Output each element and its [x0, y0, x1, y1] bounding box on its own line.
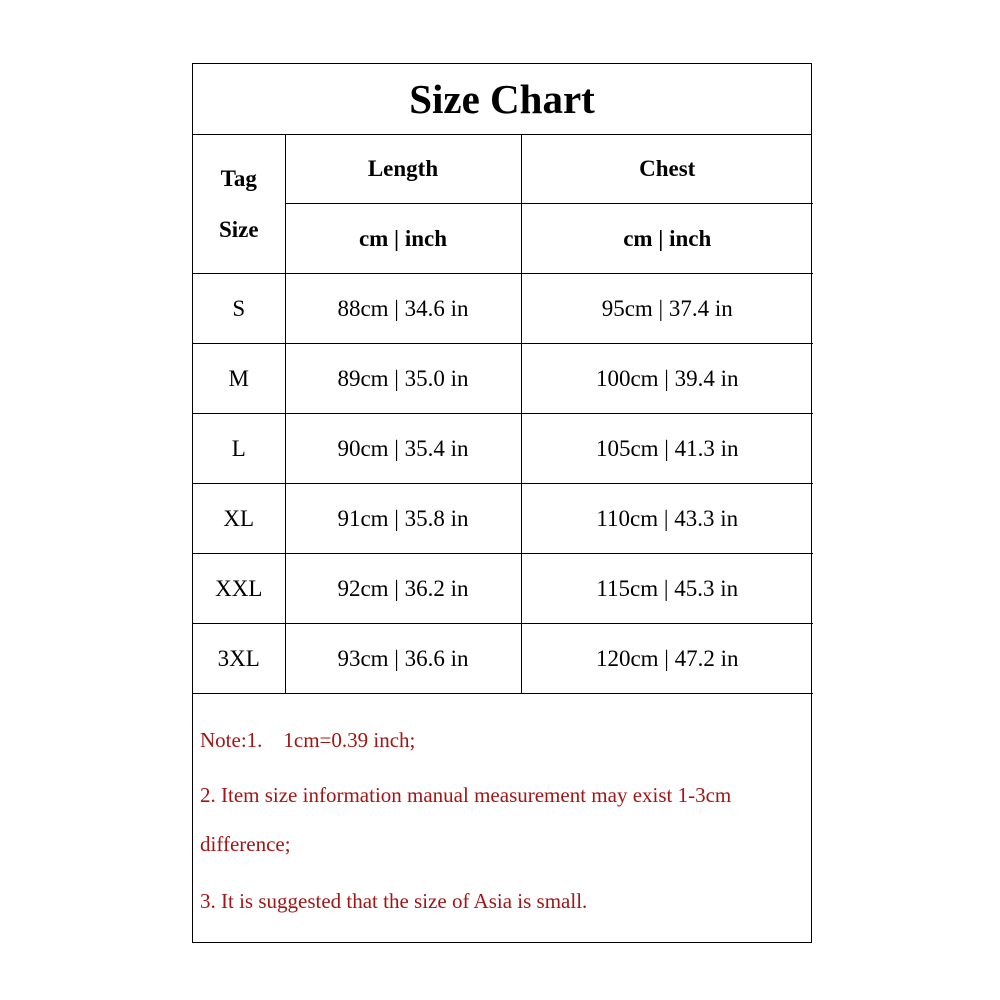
tag-header-line2: Size — [218, 216, 259, 242]
table-row — [193, 554, 813, 624]
length-cell: 88cm | 34.6 in — [285, 274, 521, 344]
chest-cell: 115cm | 45.3 in — [521, 554, 813, 624]
length-cell: 89cm | 35.0 in — [285, 344, 521, 414]
length-cell: 93cm | 36.6 in — [285, 624, 521, 694]
note-line-2: 2. Item size information manual measurement may exist 1-3cm — [200, 783, 732, 807]
chest-unit-header: cm | inch — [521, 204, 813, 274]
table-row — [193, 624, 813, 694]
chest-cell: 105cm | 41.3 in — [521, 414, 813, 484]
length-header: Length — [285, 134, 521, 204]
size-table — [193, 134, 813, 694]
chest-header: Chest — [521, 134, 813, 204]
length-cell: 90cm | 35.4 in — [285, 414, 521, 484]
chest-cell: 95cm | 37.4 in — [521, 274, 813, 344]
length-cell: 92cm | 36.2 in — [285, 554, 521, 624]
size-cell: S — [193, 274, 285, 344]
size-cell: L — [193, 414, 285, 484]
length-unit-header: cm | inch — [285, 204, 521, 274]
size-cell: XXL — [193, 554, 285, 624]
tag-header-line1: Tag — [220, 165, 257, 191]
table-row — [193, 274, 813, 344]
chest-cell: 100cm | 39.4 in — [521, 344, 813, 414]
chest-cell: 110cm | 43.3 in — [521, 484, 813, 554]
tag-size-header — [193, 134, 285, 274]
chart-title: Size Chart — [193, 64, 811, 135]
note-line-4: 3. It is suggested that the size of Asia is small. — [200, 889, 588, 913]
table-row — [193, 344, 813, 414]
note-line-1: Note:1. 1cm=0.39 inch; — [200, 728, 416, 752]
table-row — [193, 484, 813, 554]
size-cell: 3XL — [193, 624, 285, 694]
unit-row — [193, 204, 813, 274]
length-cell: 91cm | 35.8 in — [285, 484, 521, 554]
size-cell: M — [193, 344, 285, 414]
size-chart — [192, 63, 812, 943]
header-row — [193, 134, 813, 204]
note-line-3: difference; — [200, 832, 291, 856]
size-cell: XL — [193, 484, 285, 554]
chest-cell: 120cm | 47.2 in — [521, 624, 813, 694]
table-row — [193, 414, 813, 484]
